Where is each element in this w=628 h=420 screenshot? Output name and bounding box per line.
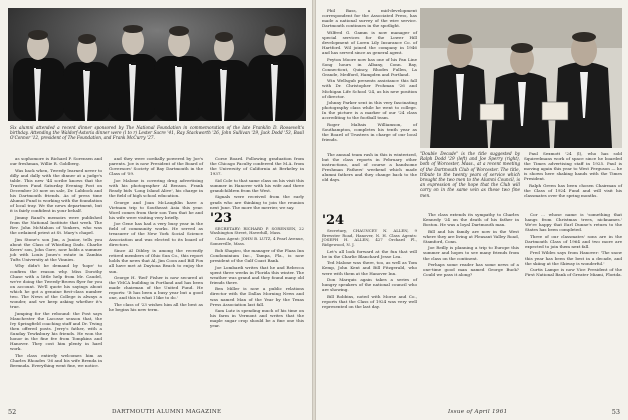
paragraph: Joe Lombardi writes that he and Rebecca spent three weeks in Florida this winter. The weather was grand and they found many old friends there. xyxy=(210,264,304,285)
paragraph: Cor ... whose name is 'something that hangs from Christmas trees, nicknames.' We're happy that Earl Dunne's return to the States has been completed. xyxy=(525,212,622,233)
right-column-b xyxy=(423,212,519,402)
paragraph: The class extends its sympathy to Charles Kennedy '24 on the death of his father in Boston. He was a loyal Dartmouth man. xyxy=(423,212,519,228)
paragraph: Roger Maltais Williamson, of Southampton, completes his tenth year as the Board of Trustees in charge of our local friends. xyxy=(322,121,417,143)
left-column-2 xyxy=(109,156,203,400)
left-page-number: 52 xyxy=(8,408,17,416)
left-column-1 xyxy=(10,156,102,400)
dinner-photo-image xyxy=(8,8,306,121)
paragraph: Wilfred G. Gamm is now manager of special services for the Lower Hill development of Loren Lily Insurance Co. of Hartford. Wil joined the company in 1946 and has served since as general agent. xyxy=(322,29,417,56)
paragraph: Was back when, Tweedy learned never to dilly and dally with the dinner at a judge's table. This new '44 scribe knows that the Trustees Fund Saturday Evening Post on December 20 now on sale, Dr. Lubbock and his Dartmouth friends. As of press time Alumni Fund is working with the foundation of local tray. We the news department, but it is fairly confident in your behalf. xyxy=(10,167,102,214)
class-agent-line: Class Agent: JOHN B. LUTZ, 4 Pearl Avenue, Somerville, Mass. xyxy=(210,236,304,246)
paragraph: Phil Bass, a mid-development correspondent for the Associated Press, has made a national survey of the wire service. Dartmouth continues in the spotlight. xyxy=(322,8,417,29)
paragraph: Sid Cole to that same class on his visit this summer in Hanover with his wife and three grandchildren from the West. xyxy=(210,177,304,193)
right-column-1-lower xyxy=(322,152,417,206)
paragraph: Corse Board. Following graduation from the Chicago Faculty conferred the M.A. from the University of California at Berkeley in 1937. xyxy=(210,156,304,177)
right-column-c xyxy=(525,212,622,402)
paragraph: Don Marquis again takes a series of hungry speakers of the national council who are showing. xyxy=(322,277,417,293)
class-heading-23: '23 xyxy=(210,210,233,226)
paragraph: Perhaps some reader has some news of a one-time good man named George Buck? Could we pass it along? xyxy=(423,262,519,278)
paragraph: Bill and his family are now in the West where they are living at Pleasant Valley Road, Stamford, Conn. xyxy=(423,228,519,244)
class-secretary-line: SECRETARY: RICHARD P. SORENSEN, 22 Washington Street, Haverhill, Mass. xyxy=(210,225,304,236)
right-column-a xyxy=(322,212,417,402)
paragraph: Curtis Lampe is now Vice President of the First National Bank of Greater Miami, Florida. xyxy=(525,267,622,278)
paragraph: George and Joan McLaughlin have a Vietnam trip to Southeast Asia this year. Word comes from their son Tom that he and his wife were visiting very briefly. xyxy=(109,199,203,220)
club-photo xyxy=(420,8,622,148)
left-page-footer: DARTMOUTH ALUMNI MAGAZINE xyxy=(112,409,222,415)
right-column-1 xyxy=(322,8,417,143)
right-page xyxy=(316,0,628,420)
club-photo-image xyxy=(420,8,622,148)
right-page-number: 53 xyxy=(611,408,620,416)
left-page xyxy=(0,0,312,420)
paragraph: The class of '23 wishes him all the best as he begins his new term. xyxy=(109,301,203,312)
paragraph: George H. 'Red' Fisher is now secured at the YMCA building in Portland and has been made chairman of the United Fund. He reports: 'It has been a busy year but a good one, and this is what I like to do.' xyxy=(109,275,203,301)
dinner-photo-caption: Six alumni attended a recent dinner sponsored by The National Foundation in commemoration of the late Franklin D. Roosevelt's birthday. Attending the Waldorf-Astoria dinner were (l to r) Lester Sacre '41, Ray Stackworth '26, John Sullivan '29, Jack Dodd '53, Basil O'Connor '12, president of The Foundation, and Frank McCurry '27. xyxy=(10,125,304,141)
paragraph: Bob Shapiro, the manager of the Plaza Inn Condominium Inc., Tampa, Fla., is now president of the Gulf Coast Bank. xyxy=(210,247,304,264)
paragraph: Johnny Parker sent in this very fascinating photography class while he went to college. In the picture is a marker of our '24 class accrediting to the football team. xyxy=(322,100,417,121)
paragraph: Peyton Moore now has one of his Pan Line Song hours in Albany, Conn. Bay, Connecticut, Quincy, Rhodes Fullen, La Grande, Medford, Hampden and Portland. xyxy=(322,56,417,77)
paragraph: Jim Stone's son Jim, a Junior, tells you about the Class of Whistling Dads. Charlie Keers' son, John Gore, now holds a summer job with Louis Jones's estate in Zambia Tufts University at the Vinnies. xyxy=(10,236,102,262)
paragraph: Ralph Green has been chosen Chairman of the Class of 1924 Fund and will visit his classmates over the spring months. xyxy=(524,182,622,199)
paragraph: The class entirely welcomes him as Charles Rhoades '36 and his wife Brenda in Bermuda. Everything went fine, we notice. xyxy=(10,352,102,368)
paragraph: Sam Lutz is spending much of his time on his farm in Vermont and writes that the maple sugar crop should be a fine one this year. xyxy=(210,308,304,329)
paragraph: Let's all look forward at the fun that will be in the Charlie Blanchard Jesse Lea. xyxy=(322,248,417,259)
dinner-photo xyxy=(8,8,306,121)
paragraph: Joe Gene has had a very busy year in the field of community works. He served as treasurer of the New York Social Science Association and was elected to its board of directors. xyxy=(109,221,203,247)
right-page-footer: Issue of April 1961 xyxy=(448,409,508,415)
paragraph: Since Al Dibley is among the recently retired members of Ohio Sun Co., this report holds the news that Al, Jim Coon and Bill Fox all have met at Daytona Beach to enjoy the sun. xyxy=(109,248,203,274)
class-heading-24: '24 xyxy=(322,213,345,228)
paragraph: Win Wellsgub presents assistance this fall with Dr. Christopher Frohman '26 and Michigan Life School '24, as his new position of director. xyxy=(322,78,417,99)
paragraph: Jimmy Rand's memoirs were published from the National Institute that week. The Rev. John McMahon of Yonkers, who was the ordained priest at St. Mary's chapel. xyxy=(10,214,102,236)
class-secretary-line: Secretary, CHAUNCEY N. ALLEN, 9 Brewster Road, Hanover, N. H. Class Agents: JOSEPH H. ALLEN, 427 Orchard Pl., Ridgewood, N. J. xyxy=(322,228,417,247)
paragraph: as sophomore is Richard P. Sorensen and our freshman, Willie R. Goldberg. xyxy=(10,156,102,167)
right-column-3 xyxy=(524,151,622,209)
paragraph: Joe Malone is covering drug advertising with his photographer Al Benson. Frank Ready bids 'Long Island Alive', his charge in the field of high school education. xyxy=(109,177,203,199)
paragraph: The annual team rush in this is winterized, but the class reports in February other instructions, and of course a handsome Freshman Fathers' weekend which made alumni fathers and they change back to the old days. xyxy=(322,152,417,183)
paragraph: Ted Malone was there, too, as well as Tom Kemp, John Kent and Bill Fitzgerald, who were with them at the Hanover Inn. xyxy=(322,260,417,276)
paragraph: and they were cordially powered by Joe's parents. Joe is now President of the Board of Governors' Society of Bay Dartmouth in the Class of '59. xyxy=(109,156,203,177)
paragraph: Why didn't he demand by 'hope' to confirm the reason why. Miss Dorothy Chase with a little help from Mr. Caudel, we're doing the Tweedy-Brown flyer for you on account. We'll quote his sayings about which he got a genuine first-class number two. The News of the College is always a wonder, and we keep asking whether it's true. xyxy=(10,263,102,310)
paragraph: Bill Robbins, noted with Morse and Co., reports that the Class of 1924 was very well represented on the last day. xyxy=(322,293,417,309)
paragraph: Signals were received from the early grads who are thinking to join the reunion next June. The more the merrier, we say. xyxy=(210,194,304,210)
paragraph: Jumping for the rebound: the Post says Manchester the Lacosse season that, the Ivy Springfield coaching staff and Dr. Twing then offered posts. Jerry's father, with a Sunday Tewksbury his friends. He won the honor in the fine fee from Tompkins and Hanover. They cost him plenty in hard work. xyxy=(10,310,102,352)
paragraph: Three of our classmates' sons are in the Dartmouth Class of 1964 and two more are expected to join them next fall. xyxy=(525,233,622,249)
paragraph: Fred Wildes says from Hanover: 'The snow this year has been the best in a decade, and the skiing at the Skiway is wonderful.' xyxy=(525,250,622,266)
left-column-3 xyxy=(210,156,304,400)
paragraph: Paul Sexmott '24 (l), who has sold Squirrelmans work of space since he boarded the Times advertising staff in 1925. Paul is moving again this year to West Ferguson — he is shown here shaking hands with the Times President. xyxy=(524,151,622,182)
paragraph: Ben Miller is now a public relations director with the Dallas Morning News and was named Man of the Year by the Texas Press Association last fall. xyxy=(210,286,304,307)
club-photo-caption: "Double Decade" is the title suggested by Ralph Dodd '29 (left) and Joe Sperry (right), both of Worcester, Mass., at a recent meeting of the Dartmouth Club of Worcester. The title, tribute to the twenty years of service which brought the two men to the Alumni Council, is an expression of the hope that the Club will carry on in the same vein as these two fine men. xyxy=(420,151,520,198)
paragraph: Joe Reilly is planning a trip to Europe this summer and hopes to see many friends from the class on the continent. xyxy=(423,245,519,261)
